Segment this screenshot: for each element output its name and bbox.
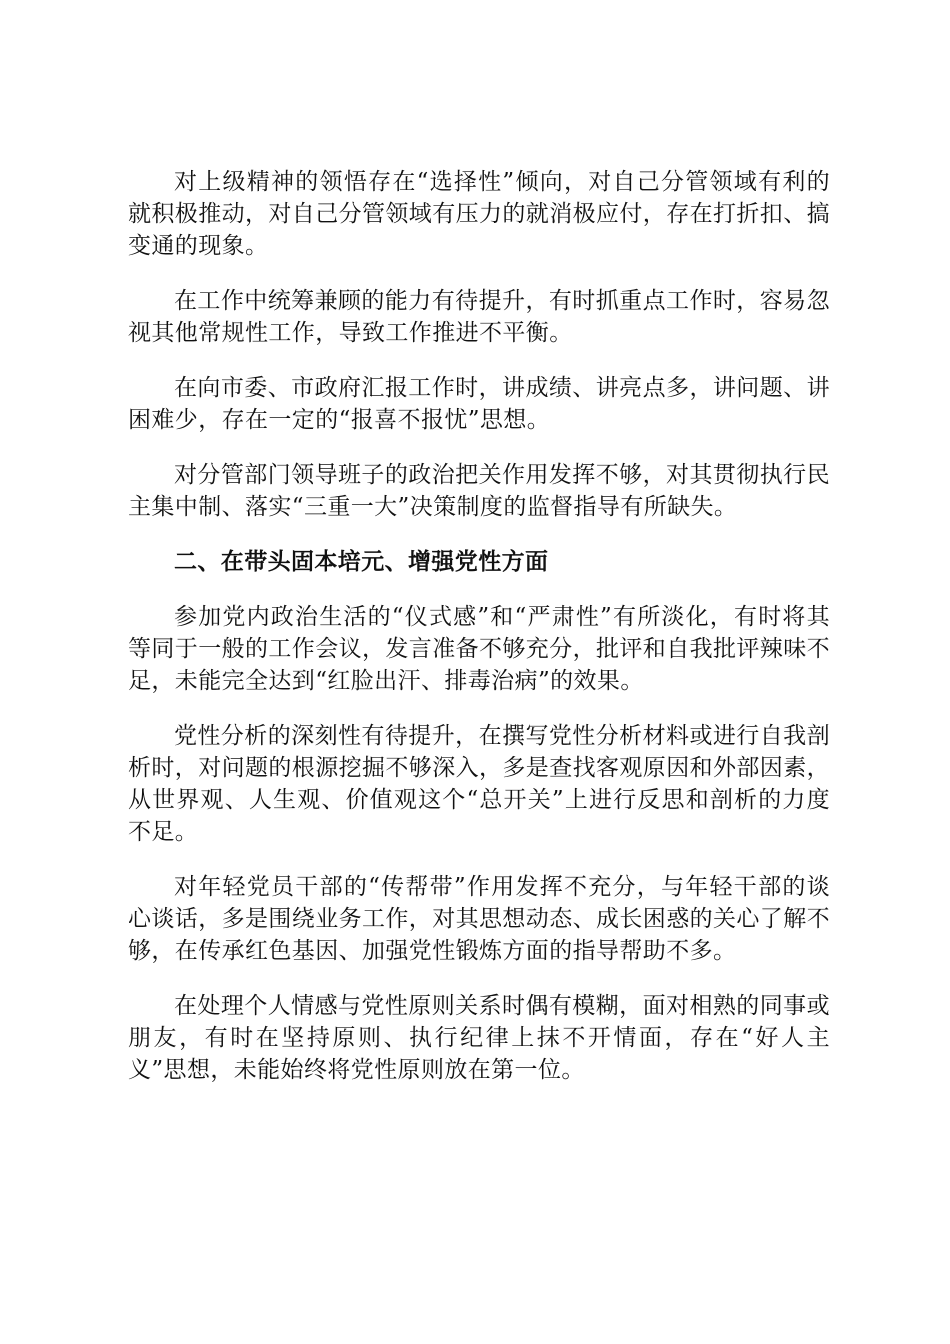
section-paragraph-2: 党性分析的深刻性有待提升，在撰写党性分析材料或进行自我剖析时，对问题的根源挖掘不够深入，多是查找客观原因和外部因素，从世界观、人生观、价值观这个“总开关”上进行反思和剖析的力度不足。 xyxy=(128,723,830,845)
paragraph-3: 在向市委、市政府汇报工作时，讲成绩、讲亮点多，讲问题、讲困难少，存在一定的“报喜不报忧”思想。 xyxy=(128,375,830,433)
paragraph-1: 对上级精神的领悟存在“选择性”倾向，对自己分管领域有利的就积极推动，对自己分管领域有压力的就消极应付，存在打折扣、搞变通的现象。 xyxy=(128,169,830,259)
paragraph-2: 在工作中统筹兼顾的能力有待提升，有时抓重点工作时，容易忽视其他常规性工作，导致工作推进不平衡。 xyxy=(128,288,830,346)
section-heading: 二、在带头固本培元、增强党性方面 xyxy=(174,549,549,575)
document-page xyxy=(128,166,830,1109)
paragraph-4: 对分管部门领导班子的政治把关作用发挥不够，对其贯彻执行民主集中制、落实“三重一大”决策制度的监督指导有所缺失。 xyxy=(128,462,830,520)
section-paragraph-1: 参加党内政治生活的“仪式感”和“严肃性”有所淡化，有时将其等同于一般的工作会议，发言准备不够充分，批评和自我批评辣味不足，未能完全达到“红脸出汗、排毒治病”的效果。 xyxy=(128,604,830,694)
section-paragraph-4: 在处理个人情感与党性原则关系时偶有模糊，面对相熟的同事或朋友，有时在坚持原则、执行纪律上抹不开情面，存在“好人主义”思想，未能始终将党性原则放在第一位。 xyxy=(128,993,830,1083)
section-paragraph-3: 对年轻党员干部的“传帮带”作用发挥不充分，与年轻干部的谈心谈话，多是围绕业务工作，对其思想动态、成长困惑的关心了解不够，在传承红色基因、加强党性锻炼方面的指导帮助不多。 xyxy=(128,874,830,964)
